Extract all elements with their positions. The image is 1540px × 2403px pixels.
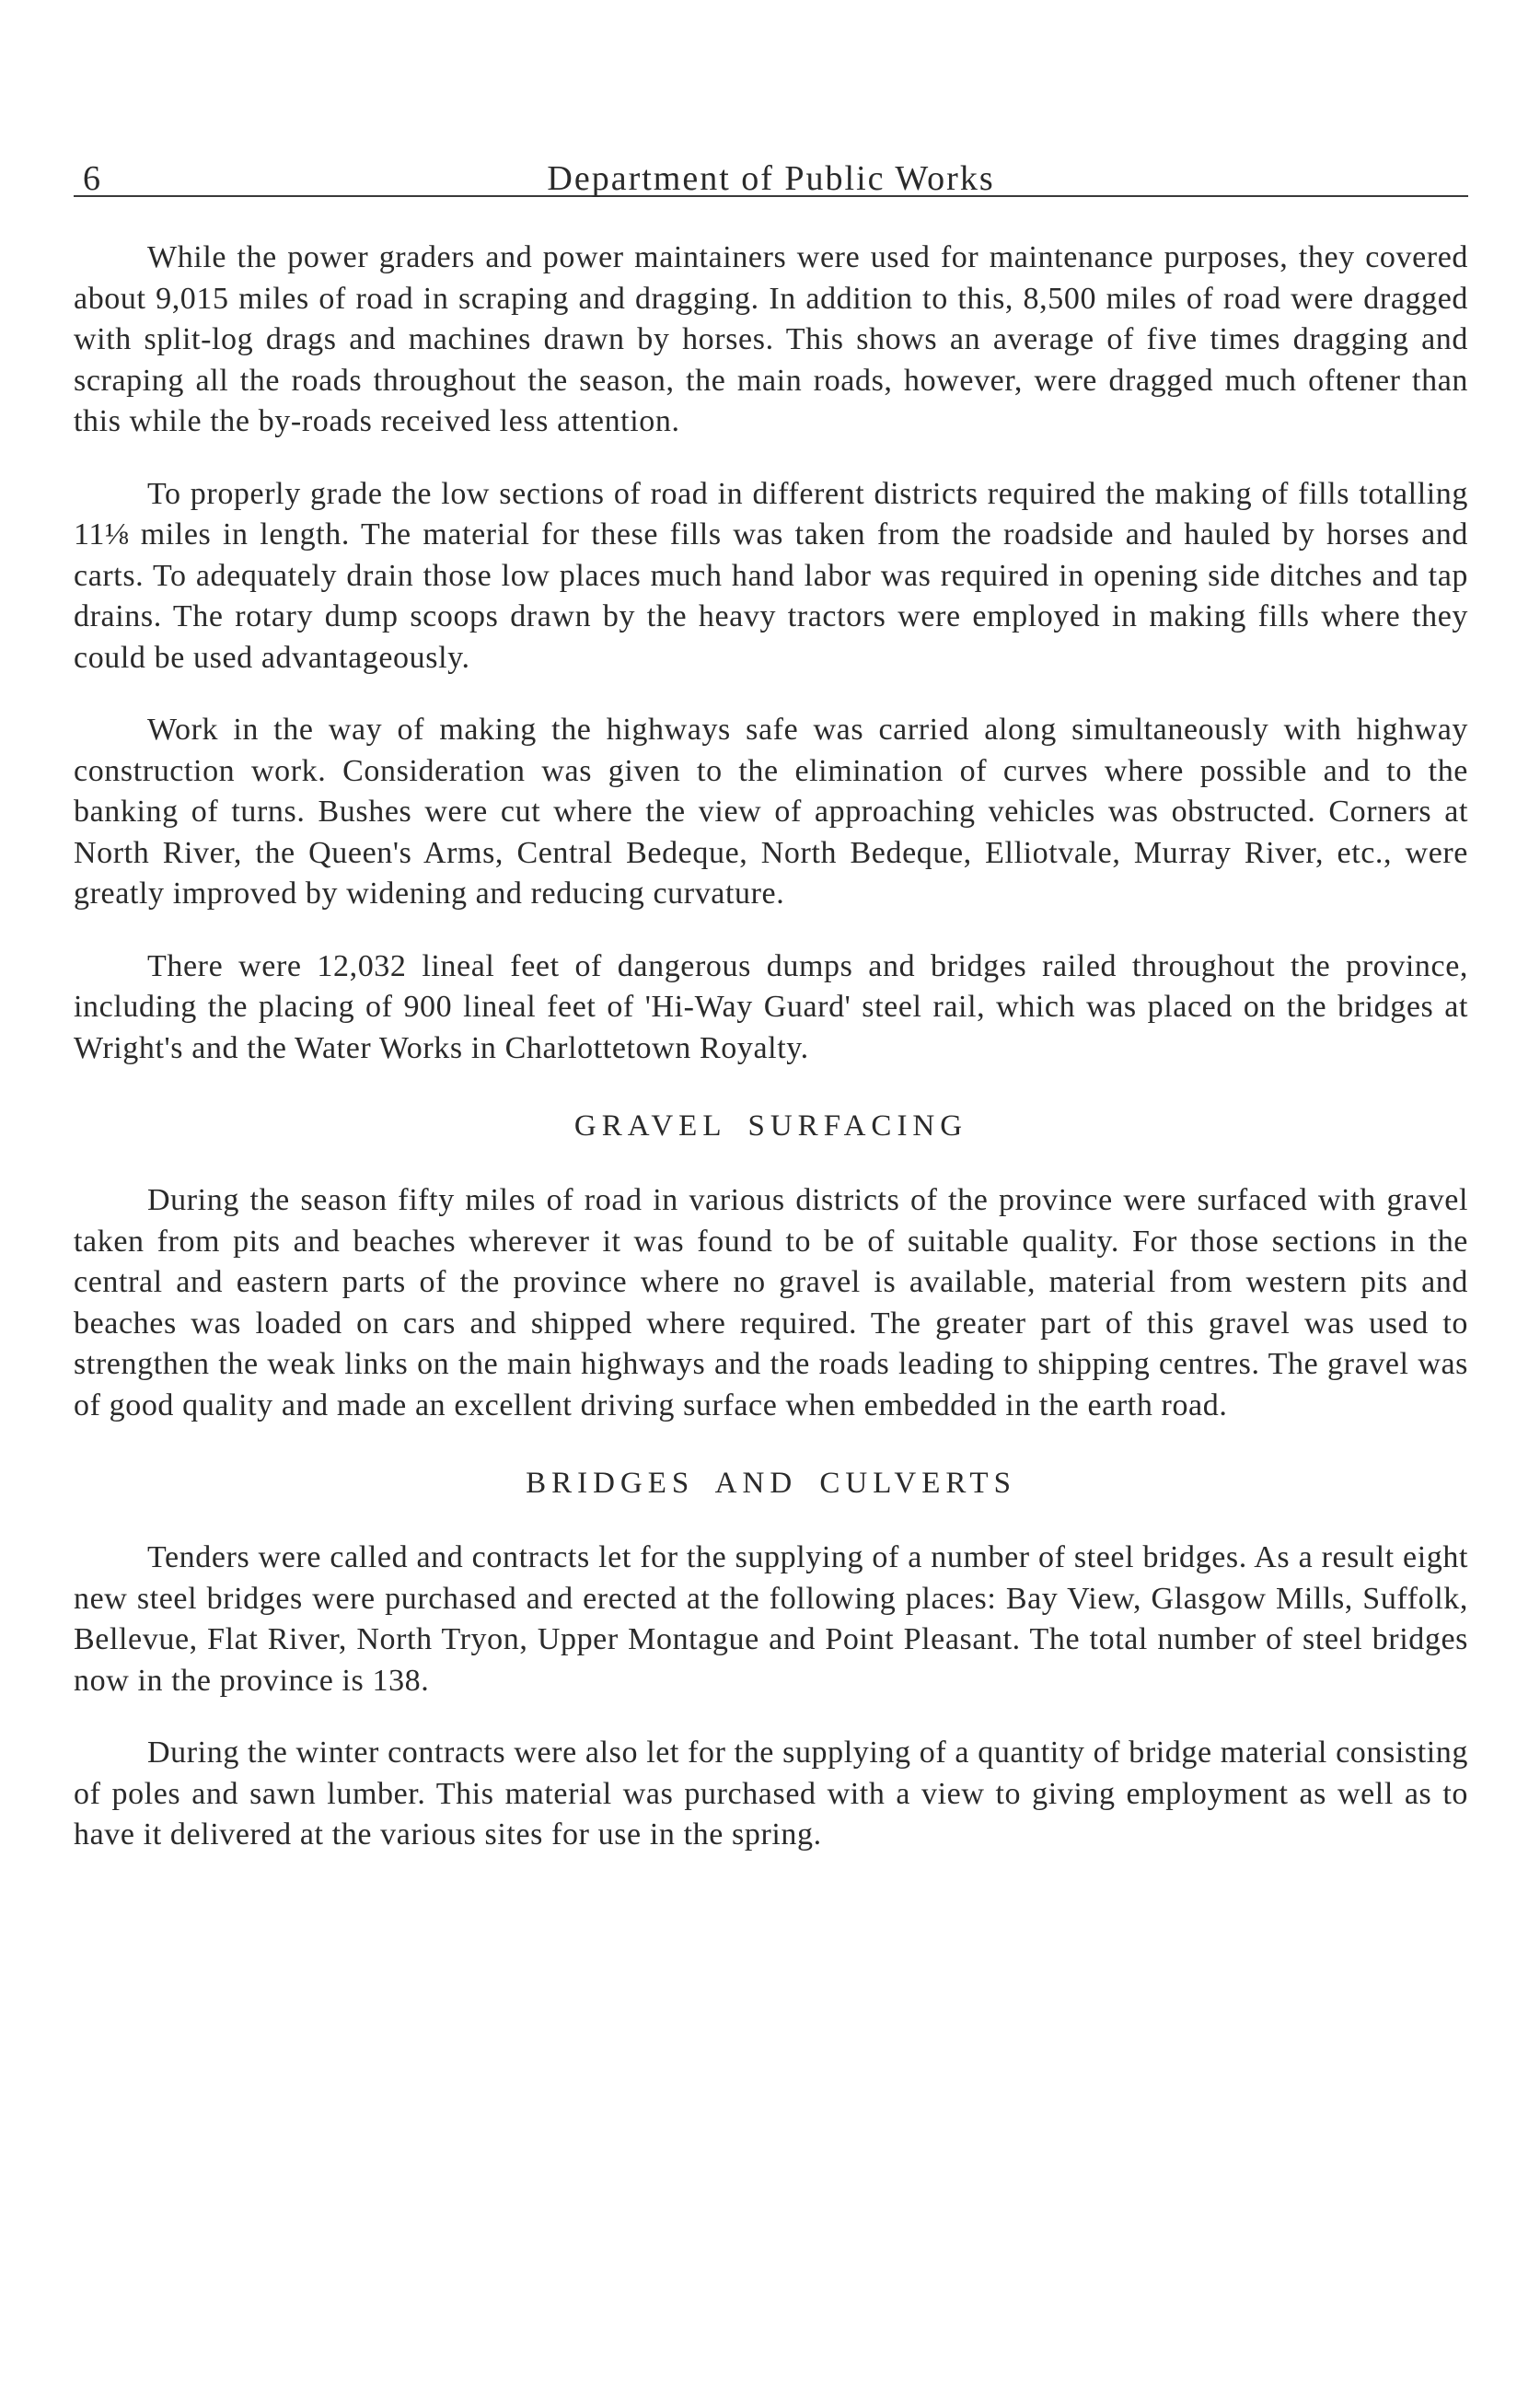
- section-heading-bridges: BRIDGES AND CULVERTS: [526, 1467, 1016, 1500]
- paragraph-steel-bridges: Tenders were called and contracts let for the supplying of a number of steel bridges. As a result eight new steel bridges were purchased and erected at the following places: Bay View, Glasgow Mills, Suffolk, Bellevue, Flat River, North Tryon, Upper Montague and Point Pleasant. The total number of steel bridges now in the province is 138.: [74, 1540, 1468, 1698]
- paragraph-gravel: During the season fifty miles of road in various districts of the province were surfaced with gravel taken from pits and beaches wherever it was found to be of suitable quality. For those sections in the central and eastern parts of the province where no gravel is available, material from western pits and beaches was loaded on cars and shipped where required. The greater part of this gravel was used to strengthen the weak links on the main highways and the roads leading to shipping centres. The gravel was of good quality and made an excellent driving surface when embedded in the earth road.: [74, 1183, 1468, 1422]
- paragraph-maintenance: While the power graders and power maintainers were used for maintenance purposes, they covered about 9,015 miles of road in scraping and dragging. In addition to this, 8,500 miles of road were dragged with split-log drags and machines drawn by horses. This shows an average of five times dragging and scraping all the roads throughout the season, the main roads, however, were dragged much oftener than this while the by-roads received less attention.: [74, 240, 1468, 438]
- running-header: [74, 138, 1468, 197]
- section-heading-gravel: GRAVEL SURFACING: [573, 1109, 968, 1143]
- page-number: 6: [83, 159, 101, 198]
- paragraph-grading: To properly grade the low sections of road in different districts required the making of fills totalling 11⅛ miles in length. The material for these fills was taken from the roadside and hauled by horses and carts. To adequately drain those low places much hand labor was required in opening side ditches and tap drains. The rotary dump scoops drawn by the heavy tractors were employed in making fills where they could be used advantageously.: [74, 476, 1468, 675]
- body-text: [74, 238, 1468, 1856]
- running-title: Department of Public Works: [547, 159, 995, 198]
- paragraph-safety: Work in the way of making the highways safe was carried along simultaneously with highway construction work. Consideration was given to the elimination of curves where possible and to the banking of turns. Bushes were cut where the view of approaching vehicles was obstructed. Corners at North River, the Queen's Arms, Central Bedeque, North Bedeque, Elliotvale, Murray River, etc., were greatly improved by widening and reducing curvature.: [74, 713, 1468, 911]
- paragraph-bridge-material: During the winter contracts were also let for the supplying of a quantity of bridge material consisting of poles and sawn lumber. This material was purchased with a view to giving employment as well as to have it delivered at the various sites for use in the spring.: [74, 1736, 1468, 1852]
- paragraph-railing: There were 12,032 lineal feet of dangerous dumps and bridges railed throughout the province, including the placing of 900 lineal feet of 'Hi-Way Guard' steel rail, which was placed on the bridges at Wright's and the Water Works in Charlottetown Royalty.: [74, 948, 1468, 1065]
- document-page: [74, 138, 1468, 1887]
